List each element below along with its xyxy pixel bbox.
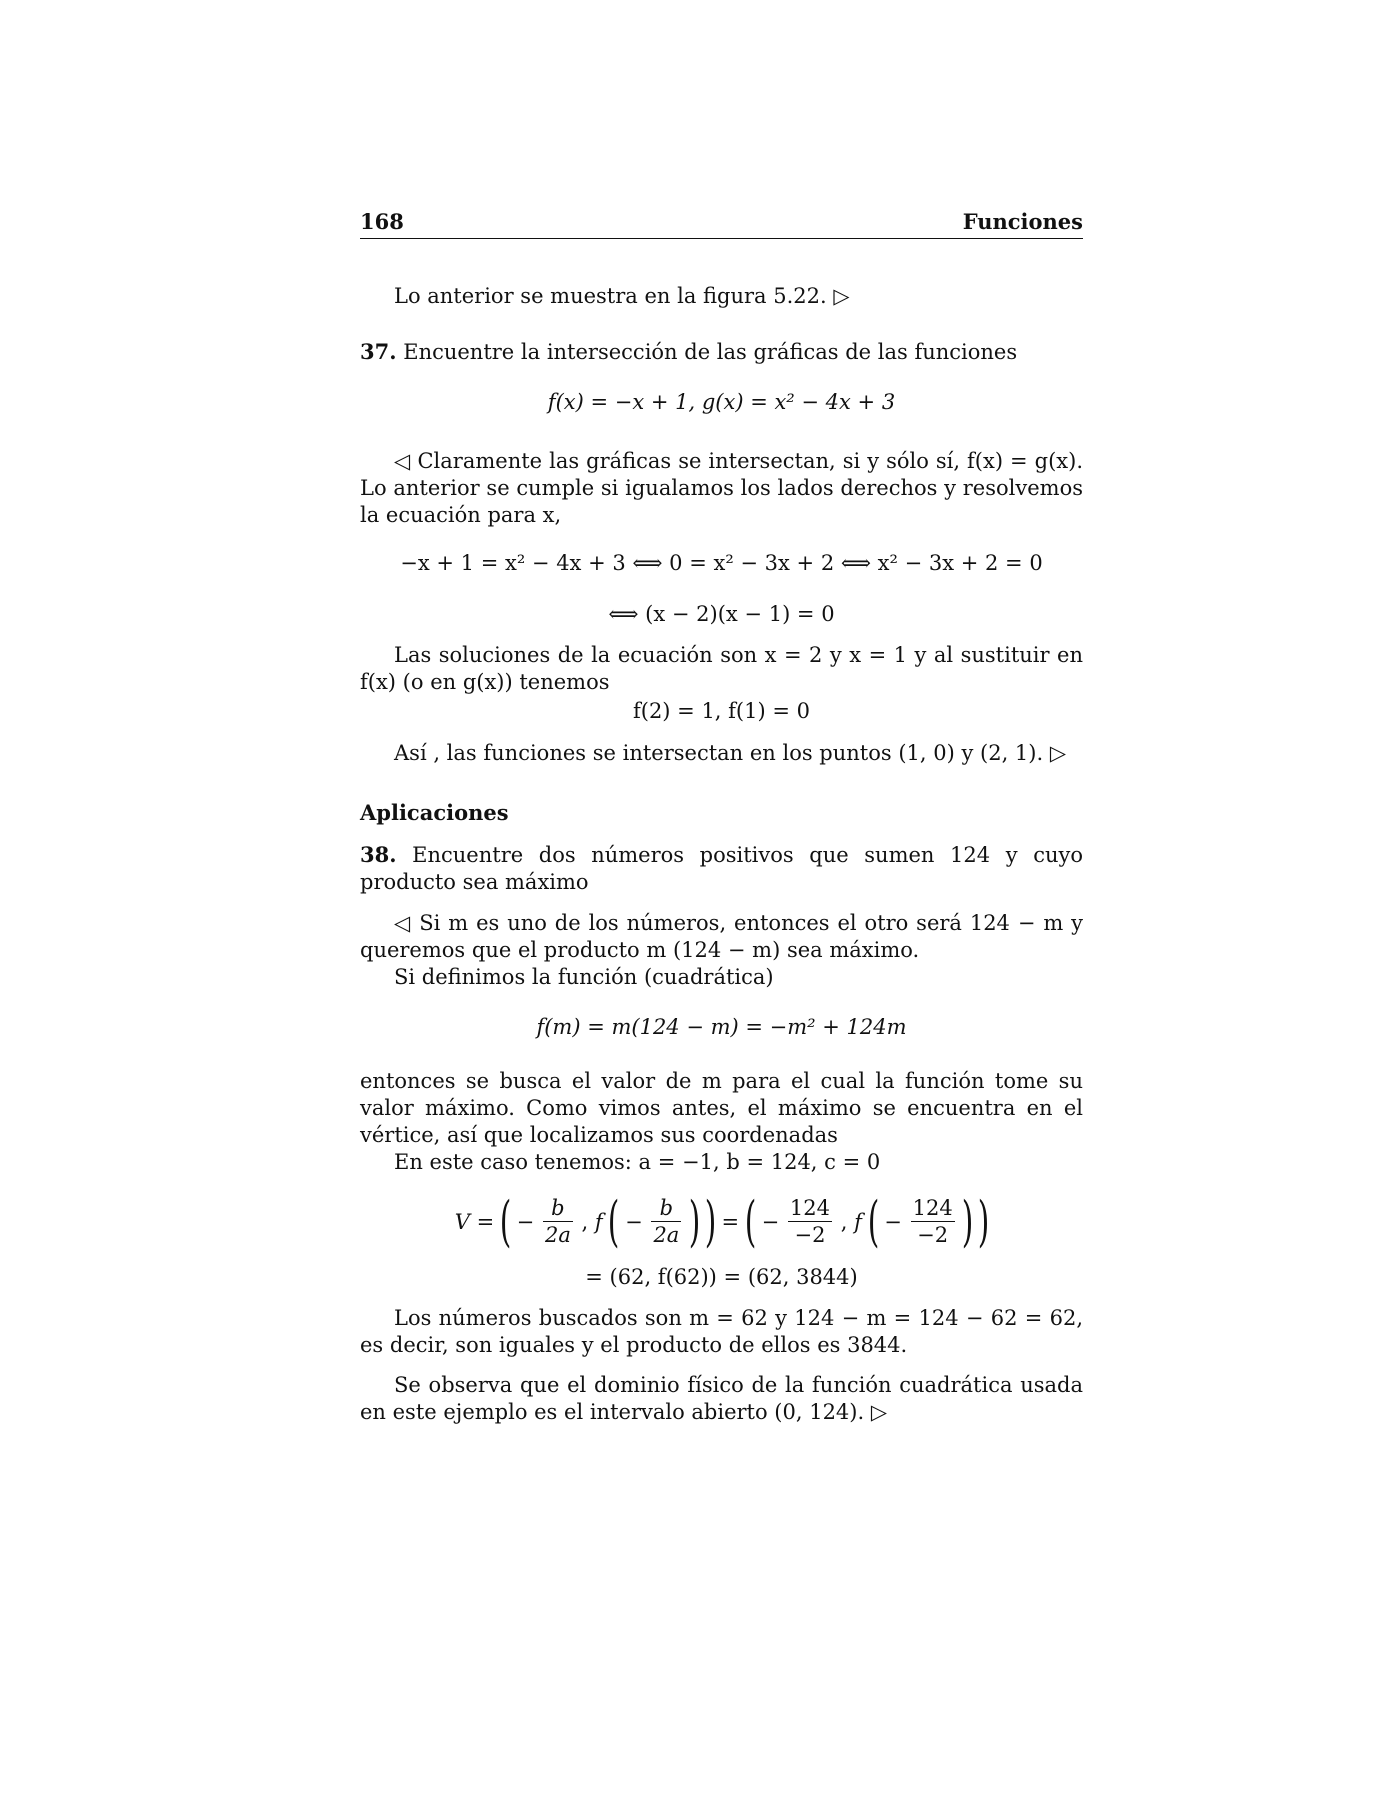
exercise-38-solution-1: ◁ Si m es uno de los números, entonces el otro será 124 − m y queremos que el producto m (124 − m) sea máximo. (360, 911, 1083, 962)
exercise-38-statement (360, 841, 1083, 896)
running-title: Funciones (962, 209, 1083, 234)
exercise-38-coefficients: En este caso tenemos: a = −1, b = 124, c = 0 (394, 1150, 881, 1174)
equals-sign: = (721, 1209, 740, 1234)
equation-values: f(2) = 1, f(1) = 0 (632, 699, 810, 723)
page-number: 168 (360, 209, 404, 234)
fraction-denominator: 2a (544, 1223, 571, 1247)
paragraph-figure-ref: Lo anterior se muestra en la figura 5.22. ▷ (394, 284, 850, 308)
exercise-38-number: 38. (360, 842, 397, 867)
fraction-numerator: b (651, 1195, 681, 1222)
paren-close: ) (704, 1189, 717, 1253)
comma: , (840, 1209, 848, 1234)
exercise-38-solution-2: Si definimos la función (cuadrática) (394, 965, 774, 989)
paren-close: ) (962, 1189, 974, 1253)
equation-vertex-result: = (62, f(62)) = (62, 3844) (585, 1265, 858, 1289)
section-heading: Aplicaciones (360, 800, 509, 825)
exercise-38-solution-5: Los números buscados son m = 62 y 124 − m = 124 − 62 = 62, es decir, son iguales y el producto de ellos es 3844. (360, 1306, 1083, 1357)
fraction-b-over-2a (543, 1195, 573, 1248)
minus-sign: − (761, 1209, 780, 1234)
book-page (360, 0, 1083, 1800)
exercise-37-number: 37. (360, 339, 397, 364)
equation-equivalences-2: ⟺ (x − 2)(x − 1) = 0 (608, 602, 835, 626)
fraction-numerator: 124 (789, 1196, 830, 1220)
paren-open: ( (744, 1189, 757, 1253)
minus-sign: − (625, 1209, 643, 1234)
fraction-denominator: 2a (653, 1223, 680, 1247)
equation-functions: f(x) = −x + 1, g(x) = x² − 4x + 3 (547, 390, 896, 414)
exercise-37-solution-intro: ◁ Claramente las gráficas se intersectan, si y sólo sí, f(x) = g(x). Lo anterior se cumple si igualamos los lados derechos y resolvemos la ecuación para x, (360, 449, 1083, 527)
vertex-lhs: V = (454, 1209, 495, 1234)
fraction-numerator: b (543, 1195, 573, 1222)
equation-quadratic: f(m) = m(124 − m) = −m² + 124m (536, 1015, 907, 1039)
fraction-124-over-minus-2 (911, 1195, 955, 1248)
exercise-37-text: Encuentre la intersección de las gráficas de las funciones (403, 340, 1018, 364)
paren-open: ( (608, 1189, 620, 1253)
fraction-denominator: −2 (794, 1223, 826, 1247)
exercise-38-solution-6: Se observa que el dominio físico de la función cuadrática usada en este ejemplo es el intervalo abierto (0, 124). ▷ (360, 1373, 1083, 1424)
equation-vertex (360, 1187, 1083, 1253)
minus-sign: − (884, 1209, 902, 1234)
fraction-b-over-2a (651, 1195, 681, 1248)
fraction-numerator: 124 (912, 1196, 953, 1220)
exercise-38-text: Encuentre dos números positivos que sumen 124 y cuyo producto sea máximo (360, 843, 1083, 894)
fraction-124-over-minus-2 (788, 1195, 832, 1248)
exercise-37-statement (360, 338, 1083, 366)
exercise-37-solutions-text: Las soluciones de la ecuación son x = 2 y x = 1 y al sustituir en f(x) (o en g(x)) tenemos (360, 643, 1083, 694)
exercise-37-conclusion: Así , las funciones se intersectan en los puntos (1, 0) y (2, 1). ▷ (394, 741, 1066, 765)
function-f: f (594, 1209, 603, 1234)
exercise-38-solution-3: entonces se busca el valor de m para el cual la función tome su valor máximo. Como vimos antes, el máximo se encuentra en el vértice, así que localizamos sus coordenadas (360, 1069, 1083, 1147)
equation-equivalences-1: −x + 1 = x² − 4x + 3 ⟺ 0 = x² − 3x + 2 ⟺ x² − 3x + 2 = 0 (400, 551, 1043, 575)
fraction-denominator: −2 (917, 1223, 949, 1247)
page-header (360, 208, 1083, 239)
comma: , (581, 1209, 589, 1234)
paren-open: ( (867, 1189, 879, 1253)
minus-sign: − (516, 1209, 535, 1234)
paren-close: ) (977, 1189, 990, 1253)
function-f: f (854, 1209, 862, 1234)
paren-close: ) (688, 1189, 701, 1253)
paren-open: ( (499, 1189, 512, 1253)
